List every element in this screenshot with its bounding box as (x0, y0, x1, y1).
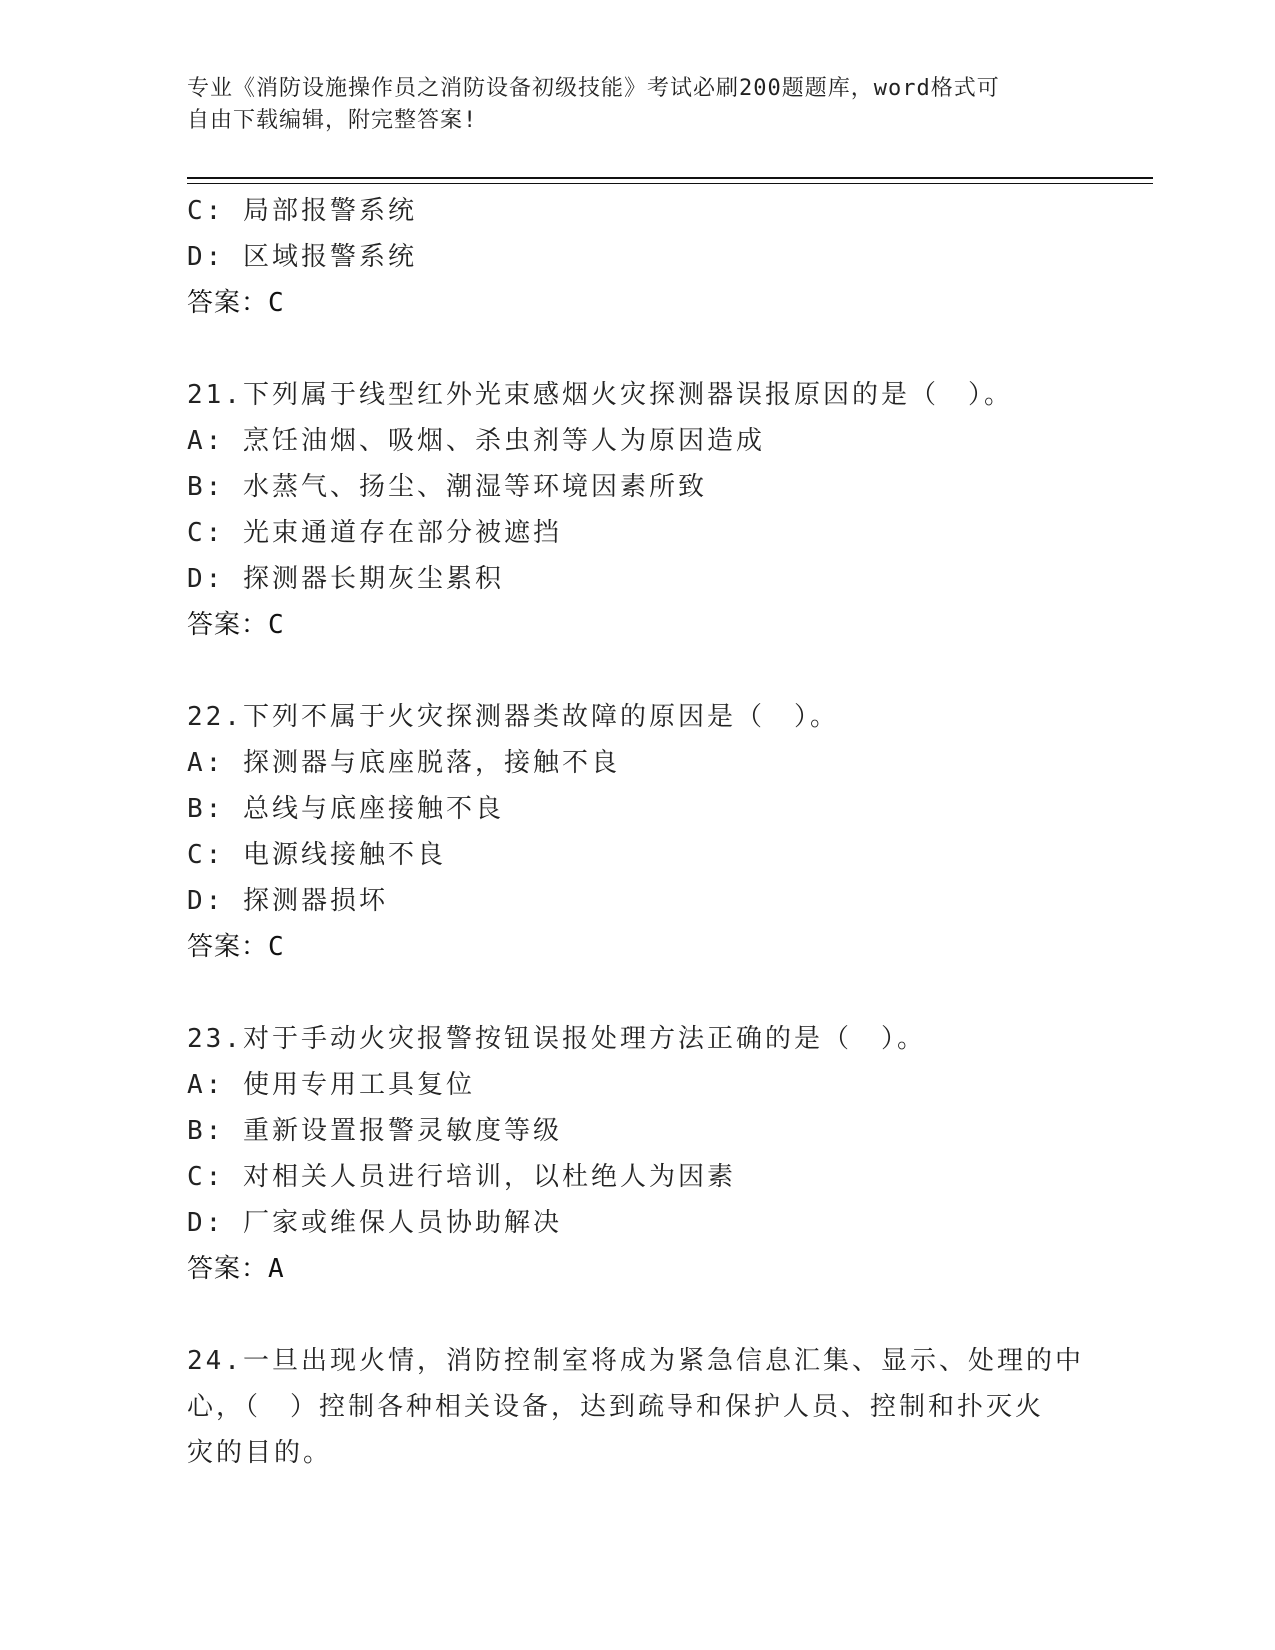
question-24-line-2: 心，（ ）控制各种相关设备，达到疏导和保护人员、控制和扑灭火 (187, 1392, 1045, 1422)
option-b: B: 水蒸气、扬尘、潮湿等环境因素所致 (187, 472, 707, 502)
header-line-1: 专业《消防设施操作员之消防设备初级技能》考试必刷200题题库，word格式可 (187, 76, 1000, 101)
spacer (187, 970, 1107, 1016)
option-c: C: 局部报警系统 (187, 196, 417, 226)
answer-value: C (268, 610, 285, 640)
spacer (187, 326, 1107, 372)
header-line-2: 自由下载编辑，附完整答案! (187, 108, 478, 133)
answer-value: C (268, 932, 285, 962)
option-a: A: 探测器与底座脱落，接触不良 (187, 748, 620, 778)
question-21: 21.下列属于线型红外光束感烟火灾探测器误报原因的是（ ）。 (187, 380, 1013, 410)
option-d: D: 探测器长期灰尘累积 (187, 564, 504, 594)
answer-label: 答案： (187, 610, 269, 640)
answer-line (187, 602, 1107, 648)
option-d: D: 区域报警系统 (187, 242, 417, 272)
spacer (187, 648, 1107, 694)
document-header (187, 73, 1087, 137)
question-23: 23.对于手动火灾报警按钮误报处理方法正确的是（ ）。 (187, 1024, 926, 1054)
option-d: D: 探测器损坏 (187, 886, 388, 916)
document-content (187, 188, 1107, 1476)
answer-line (187, 1246, 1107, 1292)
option-b: B: 重新设置报警灵敏度等级 (187, 1116, 562, 1146)
header-rule-thick (187, 177, 1153, 179)
option-b: B: 总线与底座接触不良 (187, 794, 504, 824)
spacer (187, 1292, 1107, 1338)
answer-value: C (268, 288, 285, 318)
question-24-line-3: 灾的目的。 (187, 1438, 333, 1468)
answer-label: 答案： (187, 1254, 269, 1284)
question-22: 22.下列不属于火灾探测器类故障的原因是（ ）。 (187, 702, 839, 732)
answer-line (187, 280, 1107, 326)
answer-label: 答案： (187, 288, 269, 318)
option-c: C: 电源线接触不良 (187, 840, 446, 870)
answer-label: 答案： (187, 932, 269, 962)
option-c: C: 光束通道存在部分被遮挡 (187, 518, 562, 548)
answer-value: A (268, 1254, 285, 1284)
option-d: D: 厂家或维保人员协助解决 (187, 1208, 562, 1238)
option-c: C: 对相关人员进行培训，以杜绝人为因素 (187, 1162, 736, 1192)
header-rule-thin (187, 183, 1153, 184)
answer-line (187, 924, 1107, 970)
question-24-line-1: 24.一旦出现火情，消防控制室将成为紧急信息汇集、显示、处理的中 (187, 1346, 1084, 1376)
option-a: A: 烹饪油烟、吸烟、杀虫剂等人为原因造成 (187, 426, 765, 456)
option-a: A: 使用专用工具复位 (187, 1070, 475, 1100)
